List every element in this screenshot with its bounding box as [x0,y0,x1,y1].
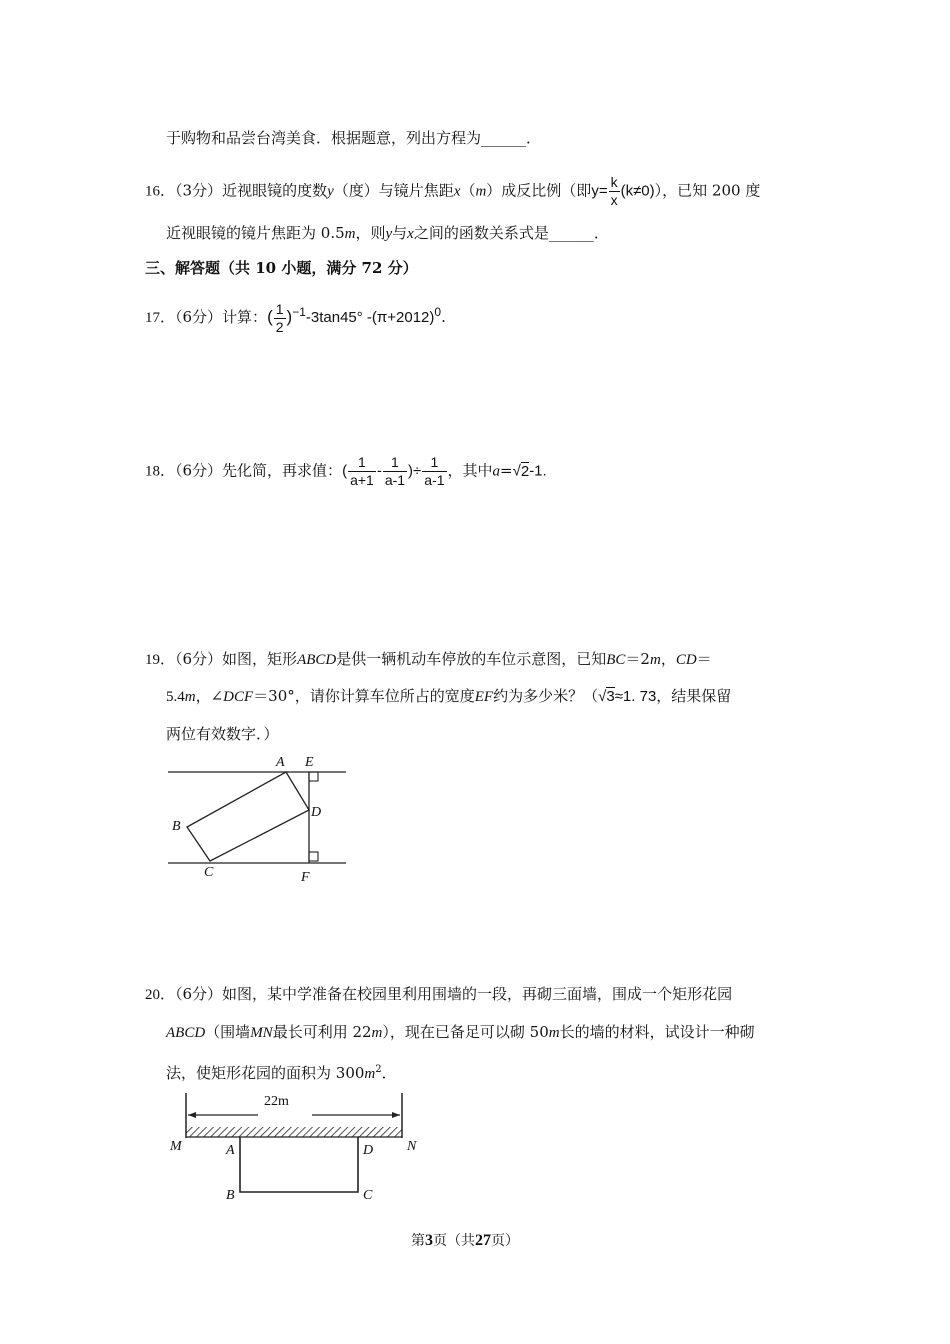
question-number: 17． [145,310,176,326]
section-title: 三、解答题（共 10 小题，满分 72 分） [145,259,418,277]
right-angle-mark-e [309,772,318,781]
question-19-line1: 19．（6分）如图，矩形ABCD是供一辆机动车停放的车位示意图，已知BC＝2m，CD＝ [145,650,712,668]
rectangle-abcd [240,1137,358,1192]
formula-y: y= [591,182,608,200]
label-b: B [226,1188,235,1203]
page-footer: 第3页（共27页） [411,1232,519,1249]
label-a: A [226,1143,235,1158]
label-c: C [204,865,214,880]
fraction-1-over-a-minus-1-b: $\frac{1}{a-1}$ [424,454,445,488]
exponent-neg-one: −1 [292,305,306,319]
question-number: 19． [145,652,176,668]
parking-space-figure [160,748,355,888]
label-d: D [363,1143,374,1158]
question-20-line2: ABCD（围墙MN最长可利用 22m），现在已备足可以砌 50m长的墙的材料，试设计一种砌 [166,1023,755,1041]
arrowhead-right [392,1112,400,1118]
fraction-one-half: $\frac{1}{2}$ [275,300,284,335]
rectangle-abcd [187,772,309,861]
garden-figure [160,1088,430,1208]
fraction-1-over-a-minus-1: $\frac{1}{a-1}$ [384,454,406,488]
label-a: A [276,755,285,770]
score: （3分） [175,181,223,200]
sqrt-2: √2 [512,462,530,480]
label-d: D [311,805,322,820]
question-20-line3: 法，使矩形花园的面积为 $300m^2$． [166,1064,397,1082]
fraction-1-over-a-plus-1: $\frac{1}{a+1}$ [350,454,374,488]
question-19-line2: 5.4m，∠DCF＝30°，请你计算车位所占的宽度EF约为多少米？（√3≈1. 73，结果保留 [166,687,732,705]
label-c: C [363,1188,373,1203]
question-number: 20． [145,987,176,1003]
fraction-k-over-x: $\frac{k}{x}$ [610,174,618,208]
label-m: M [170,1139,182,1154]
page-number: 3 [425,1232,433,1249]
wall-mn [186,1127,402,1137]
q15-continuation: 于购物和品尝台湾美食．根据题意，列出方程为______． [166,129,542,147]
question-number: 16． [145,183,176,200]
label-n: N [407,1139,417,1154]
question-19-line3: 两位有效数字．） [166,725,279,743]
question-18: 18．（6分）先化简，再求值：( $\frac{1}{a+1}$ - $\frac{1}{a-1}$ )÷ $\frac{1}{a-1}$ ，其中a=√2-1. [145,454,547,488]
question-20-line1: 20．（6分）如图，某中学准备在校园里利用围墙的一段，再砌三面墙，围成一个矩形花园 [145,985,733,1003]
right-angle-mark-f [309,852,318,861]
label-e: E [305,755,314,770]
arrowhead-left [188,1112,196,1118]
label-b: B [172,819,181,834]
sqrt-3: √3 [598,688,615,705]
question-number: 18． [145,463,176,480]
question-16-line2: 近视眼镜的镜片焦距为 0.5m，则y与x之间的函数关系式是______． [166,224,609,242]
page-total: 27 [475,1232,491,1249]
formula-condition: (k≠0) [620,182,655,200]
exponent-zero: 0 [434,305,442,319]
question-17: 17．（6分）计算：( $\frac{1}{2}$ )$^{-1}$-3tan45° $-(\pi+2012)^0$. [145,300,446,335]
dimension-label: 22m [264,1094,289,1109]
label-f: F [301,870,310,885]
question-16-line1: 16．（3分）近视眼镜的度数y（度）与镜片焦距x（m）成反比例（即y= $\frac{k}{x}$ (k≠0)），已知 200 度 [145,174,761,208]
